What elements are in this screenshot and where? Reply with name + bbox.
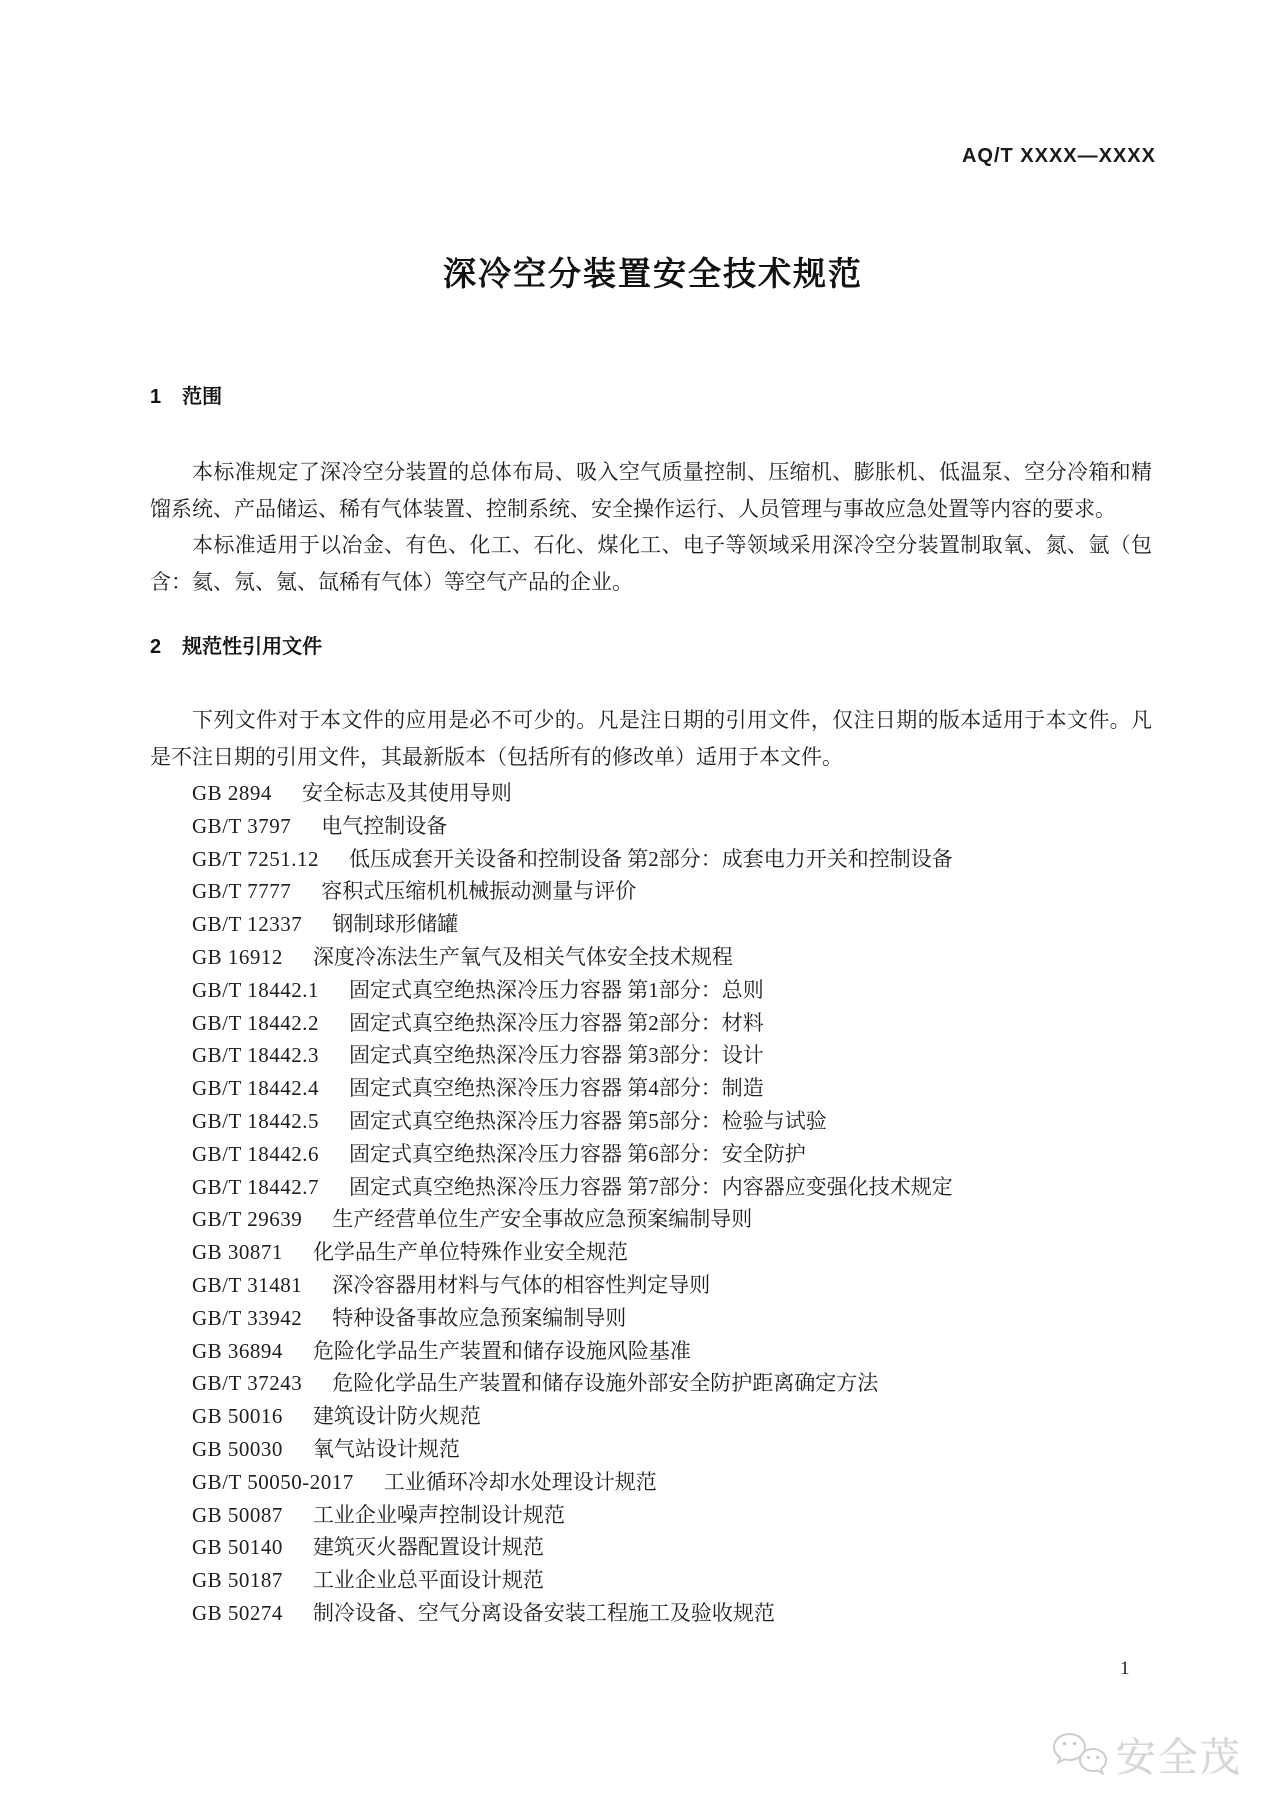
reference-title: 生产经营单位生产安全事故应急预案编制导则 bbox=[332, 1207, 753, 1232]
reference-item bbox=[192, 1335, 1152, 1368]
reference-code: GB/T 12337 bbox=[192, 912, 303, 937]
reference-code: GB 50016 bbox=[192, 1404, 283, 1429]
reference-item bbox=[192, 1236, 1152, 1269]
section-2-title: 规范性引用文件 bbox=[182, 636, 323, 658]
reference-title: 工业循环冷却水处理设计规范 bbox=[383, 1469, 657, 1494]
reference-title: 电气控制设备 bbox=[321, 813, 448, 838]
reference-item bbox=[192, 1597, 1152, 1630]
reference-item bbox=[192, 1564, 1152, 1597]
reference-title: 化学品生产单位特殊作业安全规范 bbox=[312, 1240, 628, 1265]
section-1-title: 范围 bbox=[182, 386, 223, 408]
reference-code: GB/T 31481 bbox=[192, 1272, 303, 1297]
reference-item bbox=[192, 1138, 1152, 1171]
reference-code: GB/T 7251.12 bbox=[192, 846, 319, 871]
reference-code: GB/T 37243 bbox=[192, 1371, 303, 1396]
reference-title: 固定式真空绝热深冷压力容器 第7部分：内容器应变强化技术规定 bbox=[348, 1174, 953, 1199]
scope-paragraph-2: 本标准适用于以冶金、有色、化工、石化、煤化工、电子等领域采用深冷空分装置制取氧、氮、氩（包含：氦、氖、氪、氙稀有气体）等空气产品的企业。 bbox=[150, 533, 1152, 594]
reference-title: 低压成套开关设备和控制设备 第2部分：成套电力开关和控制设备 bbox=[348, 846, 953, 871]
watermark-label: 安全茂 bbox=[1116, 1736, 1242, 1780]
reference-list bbox=[150, 777, 1152, 1630]
page-number: 1 bbox=[1120, 1658, 1130, 1679]
reference-title: 氧气站设计规范 bbox=[312, 1436, 460, 1461]
reference-title: 危险化学品生产装置和储存设施风险基准 bbox=[312, 1338, 691, 1363]
reference-item bbox=[192, 908, 1152, 941]
reference-title: 容积式压缩机机械振动测量与评价 bbox=[321, 879, 637, 904]
reference-title: 固定式真空绝热深冷压力容器 第4部分：制造 bbox=[348, 1076, 764, 1101]
references-intro-paragraph: 下列文件对于本文件的应用是必不可少的。凡是注日期的引用文件，仅注日期的版本适用于本文件。凡是不注日期的引用文件，其最新版本（包括所有的修改单）适用于本文件。 bbox=[150, 708, 1152, 769]
reference-item bbox=[192, 1269, 1152, 1302]
reference-item bbox=[192, 1499, 1152, 1532]
reference-title: 工业企业总平面设计规范 bbox=[312, 1568, 544, 1593]
reference-item bbox=[192, 941, 1152, 974]
reference-item bbox=[192, 1039, 1152, 1072]
reference-title: 钢制球形储罐 bbox=[332, 912, 459, 937]
reference-code: GB/T 29639 bbox=[192, 1207, 303, 1232]
reference-code: GB/T 50050-2017 bbox=[192, 1469, 354, 1494]
reference-code: GB 50030 bbox=[192, 1436, 283, 1461]
reference-title: 固定式真空绝热深冷压力容器 第2部分：材料 bbox=[348, 1010, 764, 1035]
section-1-number: 1 bbox=[150, 386, 162, 408]
reference-code: GB/T 18442.6 bbox=[192, 1141, 319, 1166]
section-2-heading bbox=[150, 633, 1152, 662]
reference-item bbox=[192, 1203, 1152, 1236]
reference-code: GB/T 18442.5 bbox=[192, 1108, 319, 1133]
reference-item bbox=[192, 1367, 1152, 1400]
reference-item bbox=[192, 1302, 1152, 1335]
reference-item bbox=[192, 1105, 1152, 1138]
reference-item bbox=[192, 810, 1152, 843]
reference-code: GB/T 18442.2 bbox=[192, 1010, 319, 1035]
reference-item bbox=[192, 1072, 1152, 1105]
reference-item bbox=[192, 1400, 1152, 1433]
reference-item bbox=[192, 777, 1152, 810]
reference-item bbox=[192, 843, 1152, 876]
reference-code: GB/T 18442.3 bbox=[192, 1043, 319, 1068]
reference-title: 固定式真空绝热深冷压力容器 第1部分：总则 bbox=[348, 977, 764, 1002]
reference-title: 深度冷冻法生产氧气及相关气体安全技术规程 bbox=[312, 944, 733, 969]
reference-title: 工业企业噪声控制设计规范 bbox=[312, 1502, 565, 1527]
reference-code: GB 30871 bbox=[192, 1240, 283, 1265]
reference-code: GB 50187 bbox=[192, 1568, 283, 1593]
reference-code: GB 2894 bbox=[192, 781, 272, 805]
reference-code: GB/T 7777 bbox=[192, 879, 292, 904]
wechat-icon bbox=[1052, 1731, 1108, 1779]
reference-title: 建筑灭火器配置设计规范 bbox=[312, 1535, 544, 1560]
reference-title: 特种设备事故应急预案编制导则 bbox=[332, 1305, 627, 1330]
reference-item bbox=[192, 1466, 1152, 1499]
document-title: 深冷空分装置安全技术规范 bbox=[443, 255, 863, 292]
reference-code: GB/T 33942 bbox=[192, 1305, 303, 1330]
reference-code: GB/T 3797 bbox=[192, 813, 292, 838]
scope-paragraph-1: 本标准规定了深冷空分装置的总体布局、吸入空气质量控制、压缩机、膨胀机、低温泵、空分冷箱和精馏系统、产品储运、稀有气体装置、控制系统、安全操作运行、人员管理与事故应急处置等内容的要求。 bbox=[150, 460, 1152, 521]
reference-item bbox=[192, 1007, 1152, 1040]
reference-code: GB 16912 bbox=[192, 944, 283, 969]
reference-item bbox=[192, 875, 1152, 908]
reference-item bbox=[192, 974, 1152, 1007]
reference-title: 建筑设计防火规范 bbox=[312, 1404, 481, 1429]
reference-title: 固定式真空绝热深冷压力容器 第6部分：安全防护 bbox=[348, 1141, 806, 1166]
reference-code: GB 50274 bbox=[192, 1600, 283, 1625]
reference-code: GB/T 18442.4 bbox=[192, 1076, 319, 1101]
reference-item bbox=[192, 1531, 1152, 1564]
reference-code: GB 50140 bbox=[192, 1535, 283, 1560]
section-1-heading bbox=[150, 383, 1152, 412]
reference-code: GB 36894 bbox=[192, 1338, 283, 1363]
reference-title: 固定式真空绝热深冷压力容器 第5部分：检验与试验 bbox=[348, 1108, 827, 1133]
reference-item bbox=[192, 1433, 1152, 1466]
document-body bbox=[150, 383, 1152, 1630]
reference-code: GB/T 18442.7 bbox=[192, 1174, 319, 1199]
reference-title: 制冷设备、空气分离设备安装工程施工及验收规范 bbox=[312, 1600, 775, 1625]
reference-title: 固定式真空绝热深冷压力容器 第3部分：设计 bbox=[348, 1043, 764, 1068]
reference-title: 深冷容器用材料与气体的相容性判定导则 bbox=[332, 1272, 711, 1297]
reference-title: 安全标志及其使用导则 bbox=[301, 781, 512, 805]
watermark bbox=[1052, 1726, 1242, 1783]
reference-item bbox=[192, 1171, 1152, 1204]
section-2-number: 2 bbox=[150, 636, 162, 658]
reference-code: GB/T 18442.1 bbox=[192, 977, 319, 1002]
reference-title: 危险化学品生产装置和储存设施外部安全防护距离确定方法 bbox=[332, 1371, 879, 1396]
header-standard-code: AQ/T XXXX—XXXX bbox=[961, 145, 1156, 167]
reference-code: GB 50087 bbox=[192, 1502, 283, 1527]
